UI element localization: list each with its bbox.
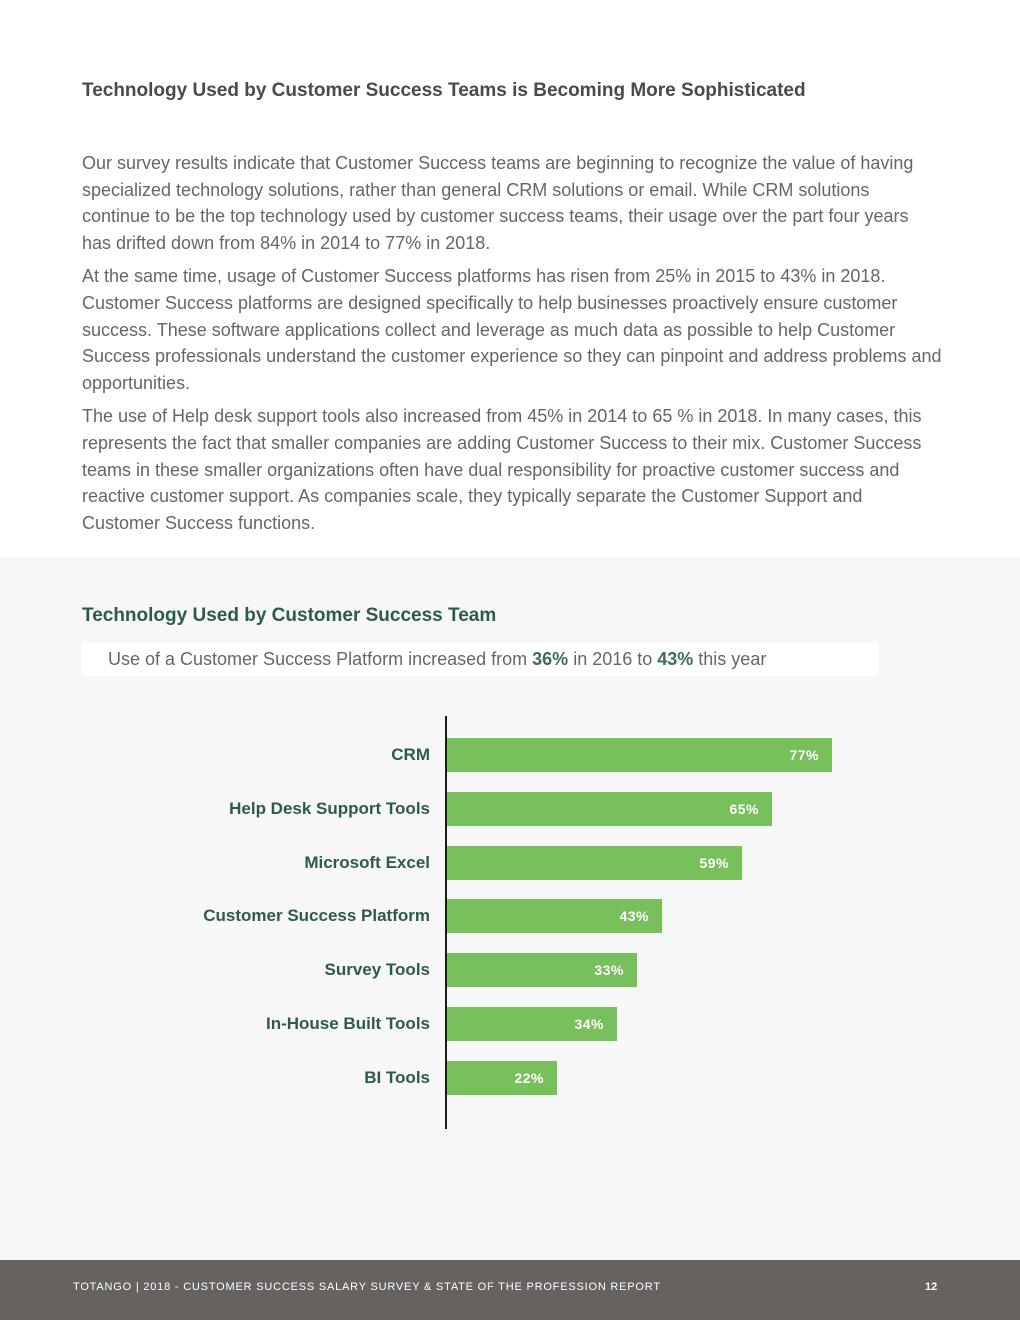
callout-prefix: Use of a Customer Success Platform increased from bbox=[108, 649, 533, 669]
top-section bbox=[0, 0, 1020, 557]
bar-value-label: 65% bbox=[729, 801, 759, 817]
callout-box bbox=[82, 643, 878, 676]
bar-value-label: 33% bbox=[594, 962, 624, 978]
callout-middle: in 2016 to bbox=[568, 649, 658, 669]
callout-suffix: this year bbox=[693, 649, 767, 669]
paragraph-2: At the same time, usage of Customer Success platforms has risen from 25% in 2015 to 43% in 2018. Customer Success platforms are designed specifically to help businesses proactively ensure customer success. These software applications collect and leverage as much data as possible to help Customer Success professionals understand the customer experience so they can pinpoint and address problems and opportunities. bbox=[82, 266, 942, 393]
body-text bbox=[82, 150, 942, 543]
category-label: BI Tools bbox=[364, 1068, 430, 1087]
callout-value-2016: 36% bbox=[532, 649, 569, 669]
callout-value-2018: 43% bbox=[657, 649, 694, 669]
footer bbox=[0, 1260, 1020, 1320]
chart-title: Technology Used by Customer Success Team bbox=[82, 605, 497, 626]
paragraph-3: The use of Help desk support tools also increased from 45% in 2014 to 65 % in 2018. In many cases, this represents the fact that smaller companies are adding Customer Success to their mix. Customer Success teams in these smaller organizations often have dual responsibility for proactive customer success and reactive customer support. As companies scale, they typically separate the Customer Support and Customer Success functions. bbox=[82, 406, 922, 533]
bar-value-label: 43% bbox=[619, 908, 649, 924]
bar-value-label: 34% bbox=[574, 1016, 604, 1032]
footer-text: TOTANGO | 2018 - CUSTOMER SUCCESS SALARY SURVEY & STATE OF THE PROFESSION REPORT bbox=[73, 1281, 661, 1293]
bar-chart bbox=[0, 700, 1020, 1140]
paragraph-1: Our survey results indicate that Customer Success teams are beginning to recognize the value of having specialized technology solutions, rather than general CRM solutions or email. While CRM solutions continue to be the top technology used by customer success teams, their usage over the part four years has drifted down from 84% in 2014 to 77% in 2018. bbox=[82, 153, 914, 253]
page-number: 12 bbox=[925, 1281, 938, 1293]
category-label: Survey Tools bbox=[324, 960, 430, 979]
category-label: Customer Success Platform bbox=[203, 906, 430, 925]
category-label: In-House Built Tools bbox=[265, 1014, 430, 1033]
category-label: Help Desk Support Tools bbox=[229, 799, 430, 818]
bar-value-label: 59% bbox=[699, 855, 729, 871]
bar-value-label: 22% bbox=[514, 1070, 544, 1086]
category-label: CRM bbox=[391, 745, 430, 764]
category-label: Microsoft Excel bbox=[304, 853, 430, 872]
section-title: Technology Used by Customer Success Teams is Becoming More Sophisticated bbox=[82, 80, 806, 101]
bar-value-label: 77% bbox=[789, 747, 819, 763]
